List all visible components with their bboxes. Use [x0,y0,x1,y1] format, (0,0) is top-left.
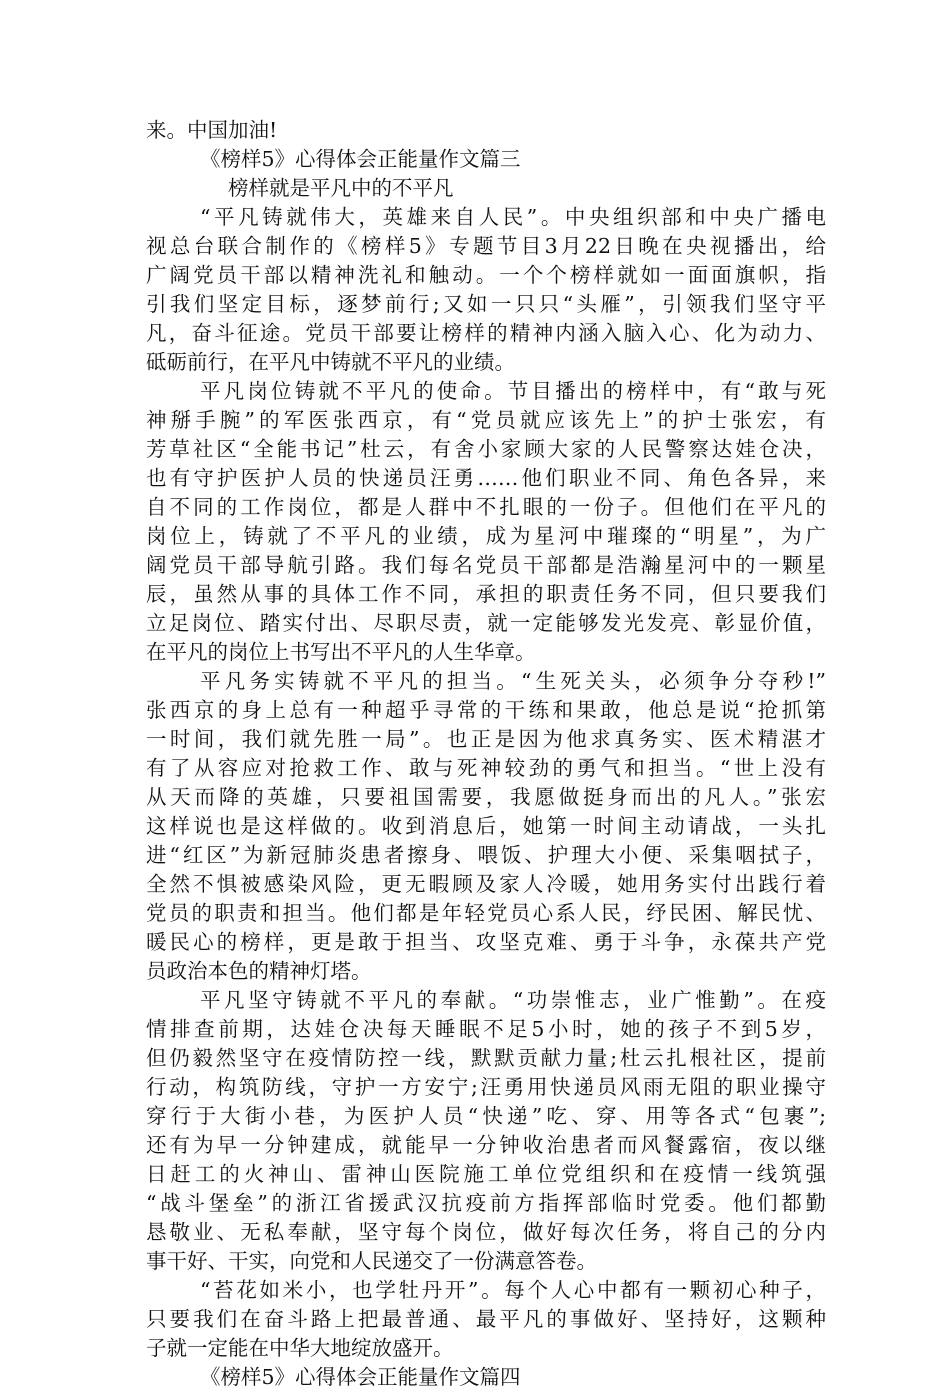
body-text-line: 暖民心的榜样，更是敢于担当、攻坚克难、勇于斗争，永葆共产党 [146,930,826,954]
body-text-line: 这样说也是这样做的。收到消息后，她第一时间主动请战，一头扎 [146,814,826,838]
body-text-line: “战斗堡垒”的浙江省援武汉抗疫前方指挥部临时党委。他们都勤 [146,1191,826,1215]
paragraph-first-line: “苔花如米小，也学牡丹开”。每个人心中都有一颗初心种子， [200,1278,826,1302]
body-text-line: 自不同的工作岗位，都是人群中不扎眼的一份子。但他们在平凡的 [146,495,826,519]
paragraph-last-line: 事干好、干实，向党和人民递交了一份满意答卷。 [146,1249,597,1273]
body-text-line: 阔党员干部导航引路。我们每名党员干部都是浩瀚星河中的一颗星 [146,553,826,577]
paragraph-last-line: 在平凡的岗位上书写出不平凡的人生华章。 [146,640,536,664]
body-text-line: 只要我们在奋斗路上把最普通、最平凡的事做好、坚持好，这颗种 [146,1307,826,1331]
body-text-line: 情排查前期，达娃仓决每天睡眠不足5小时，她的孩子不到5岁， [146,1017,826,1041]
paragraph-last-line: 员政治本色的精神灯塔。 [146,959,372,983]
body-text-line: 岗位上，铸就了不平凡的业绩，成为星河中璀璨的“明星”，为广 [146,524,826,548]
body-text-line: 全然不惧被感染风险，更无暇顾及家人冷暖，她用务实付出践行着 [146,872,826,896]
body-text-line: 神掰手腕”的军医张西京，有“党员就应该先上”的护士张宏，有 [146,408,826,432]
body-text-line: 穿行于大街小巷，为医护人员“快递”吃、穿、用等各式“包裹”; [146,1104,826,1128]
section-heading: 《榜样5》心得体会正能量作文篇四 [200,1365,521,1389]
body-text-line: 广阔党员干部以精神洗礼和触动。一个个榜样就如一面面旗帜，指 [146,263,826,287]
paragraph-last-line: 子就一定能在中华大地绽放盛开。 [146,1336,454,1360]
body-text-line: 但仍毅然坚守在疫情防控一线，默默贡献力量;杜云扎根社区，提前 [146,1046,826,1070]
body-text-line: 也有守护医护人员的快递员汪勇……他们职业不同、角色各异，来 [146,466,826,490]
section-subtitle: 榜样就是平凡中的不平凡 [228,176,454,200]
body-text-line: 立足岗位、踏实付出、尽职尽责，就一定能够发光发亮、彰显价值， [146,611,826,635]
body-text-line: 从天而降的英雄，只要祖国需要，我愿做挺身而出的凡人。”张宏 [146,785,826,809]
body-text-line: 引我们坚定目标，逐梦前行;又如一只只“头雁”，引领我们坚守平 [146,292,826,316]
document-page [146,116,826,1392]
body-text-line: 芳草社区“全能书记”杜云，有舍小家顾大家的人民警察达娃仓决， [146,437,826,461]
paragraph-first-line: 平凡坚守铸就不平凡的奉献。“功崇惟志，业广惟勤”。在疫 [200,988,826,1012]
body-text-line: 张西京的身上总有一种超乎寻常的干练和果敢，他总是说“抢抓第 [146,698,826,722]
body-text-line: 来。中国加油! [146,118,278,142]
paragraph-first-line: 平凡务实铸就不平凡的担当。“生死关头，必须争分夺秒!” [200,669,826,693]
body-text-line: 凡，奋斗征途。党员干部要让榜样的精神内涵入脑入心、化为动力、 [146,321,826,345]
body-text-line: 有了从容应对抢救工作、敢与死神较劲的勇气和担当。“世上没有 [146,756,826,780]
body-text-line: 行动，构筑防线，守护一方安宁;汪勇用快递员风雨无阻的职业操守 [146,1075,826,1099]
paragraph-first-line: 平凡岗位铸就不平凡的使命。节目播出的榜样中，有“敢与死 [200,379,826,403]
section-heading: 《榜样5》心得体会正能量作文篇三 [200,147,521,171]
body-text-line: 还有为早一分钟建成，就能早一分钟收治患者而风餐露宿，夜以继 [146,1133,826,1157]
body-text-line: 进“红区”为新冠肺炎患者擦身、喂饭、护理大小便、采集咽拭子， [146,843,826,867]
body-text-line: 辰，虽然从事的具体工作不同，承担的职责任务不同，但只要我们 [146,582,826,606]
body-text-line: 党员的职责和担当。他们都是年轻党员心系人民，纾民困、解民忧、 [146,901,826,925]
paragraph-last-line: 砥砺前行，在平凡中铸就不平凡的业绩。 [146,350,515,374]
body-text-line: 恳敬业、无私奉献，坚守每个岗位，做好每次任务，将自己的分内 [146,1220,826,1244]
body-text-line: 视总台联合制作的《榜样5》专题节目3月22日晚在央视播出，给 [146,234,826,258]
body-text-line: 一时间，我们就先胜一局”。也正是因为他求真务实、医术精湛才 [146,727,826,751]
body-text-line: 日赶工的火神山、雷神山医院施工单位党组织和在疫情一线筑强 [146,1162,826,1186]
paragraph-first-line: “平凡铸就伟大，英雄来自人民”。中央组织部和中央广播电 [200,205,826,229]
